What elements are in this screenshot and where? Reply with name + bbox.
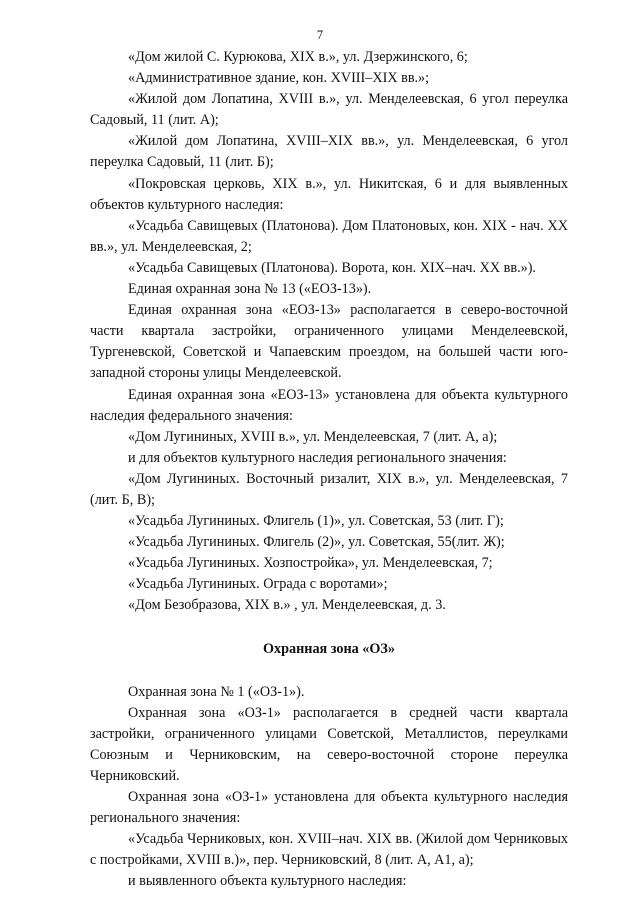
paragraph: Единая охранная зона № 13 («ЕОЗ-13»). — [128, 281, 372, 298]
paragraph: «Жилой дом Лопатина, XVIII в.», ул. Менделеевская, 6 угол переулка Садовый, 11 (лит. А); — [90, 91, 568, 129]
paragraph: и выявленного объекта культурного наследия: — [128, 873, 407, 890]
paragraph: «Жилой дом Лопатина, XVIII–XIX вв.», ул. Менделеевская, 6 угол переулка Садовый, 11 (лит. Б); — [90, 133, 568, 171]
paragraph: «Усадьба Лугининых. Хозпостройка», ул. Менделеевская, 7; — [128, 555, 493, 572]
paragraph: Охранная зона «ОЗ-1» располагается в средней части квартала застройки, ограниченного улицами Советской, Металлистов, переулками Союзным и Черниковским, на северо-восточной стороне переулка Черниковский. — [90, 704, 568, 784]
document-body — [90, 47, 568, 893]
paragraph: «Покровская церковь, XIX в.», ул. Никитская, 6 и для выявленных объектов культурного наследия: — [90, 175, 568, 213]
paragraph: «Дом жилой С. Курюкова, XIX в.», ул. Дзержинского, 6; — [128, 49, 468, 65]
page-number: 7 — [316, 28, 324, 42]
paragraph: и для объектов культурного наследия регионального значения: — [128, 449, 507, 466]
paragraph: «Дом Лугининых, XVIII в.», ул. Менделеевская, 7 (лит. А, а); — [128, 428, 498, 445]
paragraph: «Дом Лугининых. Восточный ризалит, XIX в.», ул. Менделеевская, 7 (лит. Б, В); — [90, 470, 568, 508]
paragraph: «Усадьба Лугининых. Ограда с воротами»; — [128, 576, 388, 593]
paragraph: Охранная зона «ОЗ-1» установлена для объекта культурного наследия регионального значения: — [90, 789, 568, 827]
paragraph: «Дом Безобразова, XIX в.» , ул. Менделеевская, д. 3. — [128, 597, 446, 614]
paragraph: «Усадьба Савищевых (Платонова). Ворота, кон. XIX–нач. XX вв.»). — [128, 259, 536, 276]
paragraph: «Усадьба Савищевых (Платонова). Дом Платоновых, кон. XIX - нач. XX вв.», ул. Менделеевская, 2; — [90, 217, 568, 255]
paragraph: «Усадьба Лугининых. Флигель (2)», ул. Советская, 55(лит. Ж); — [128, 534, 505, 551]
section-heading: Охранная зона «ОЗ» — [262, 640, 396, 657]
paragraph: «Усадьба Черниковых, кон. XVIII–нач. XIX вв. (Жилой дом Черниковых с постройками, XVIII в.)», пер. Черниковский, 8 (лит. А, А1, а); — [90, 831, 568, 869]
paragraph: «Административное здание, кон. XVIII–XIX вв.»; — [128, 70, 430, 87]
paragraph: Единая охранная зона «ЕОЗ-13» установлена для объекта культурного наследия федерального значения: — [90, 386, 568, 424]
paragraph: Охранная зона № 1 («ОЗ-1»). — [128, 683, 305, 700]
paragraph: Единая охранная зона «ЕОЗ-13» располагается в северо-восточной части квартала застройки, ограниченного улицами Менделеевской, Тургеневской, Советской и Чапаевским проездом, на большей части юго-западной стороны улицы Менделеевской. — [90, 302, 568, 382]
paragraph: «Усадьба Лугининых. Флигель (1)», ул. Советская, 53 (лит. Г); — [128, 513, 504, 530]
